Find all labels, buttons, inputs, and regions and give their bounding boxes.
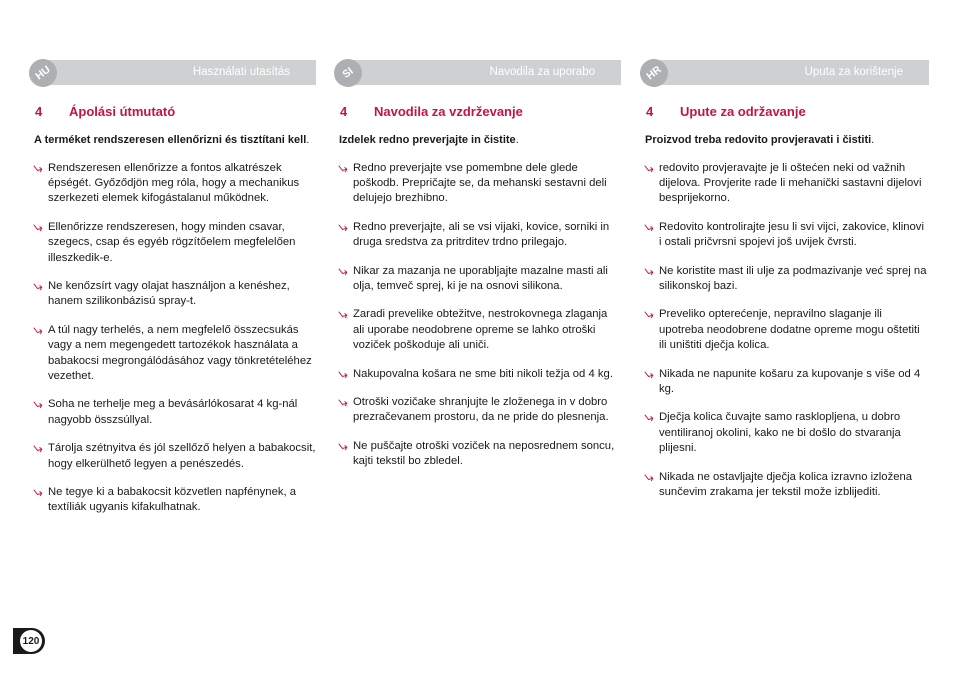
section-number: 4 [646, 104, 654, 119]
list-item [334, 264, 621, 295]
section-title-text: Upute za održavanje [680, 104, 806, 119]
list-item-text: Nakupovalna košara ne sme biti nikoli težja od 4 kg. [353, 367, 613, 380]
list-item-text: Zaradi prevelike obtežitve, nestrokovnega zlaganja ali uporabe neodobrene opreme se lahko otroški voziček poškoduje ali uniči. [353, 308, 608, 352]
list-item-text: Rendszeresen ellenőrizze a fontos alkatrészek épségét. Győződjön meg róla, hogy a mechanikus szerkezeti elemek kifogástalanul működnek. [48, 161, 300, 205]
lead-text [29, 133, 316, 149]
list-item [334, 161, 621, 207]
list-item [29, 397, 316, 428]
section-number: 4 [340, 104, 348, 119]
list-item-text: Redno preverjajte vse pomembne dele glede poškodb. Prepričajte se, da mehanski sestavni deli delujejo brezhibno. [353, 161, 607, 205]
list-item-text: redovito provjeravajte je li oštećen neki od važnih dijelova. Provjerite rade li mehanički sastavni dijelovi besprijekorno. [659, 161, 922, 205]
lead-period: . [306, 134, 310, 146]
list-item [29, 220, 316, 266]
page-number-badge [13, 628, 45, 654]
section-number: 4 [35, 104, 43, 119]
header-title: Uputa za korištenje [804, 66, 903, 78]
list-item-text: Ne puščajte otroški voziček na neposrednem soncu, kajti tekstil bo zbledel. [353, 439, 615, 468]
list-item-text: Redno preverjajte, ali se vsi vijaki, kovice, sorniki in druga sredstva za pritrditev trdno prilegajo. [353, 220, 610, 249]
list-item-text: Ellenőrizze rendszeresen, hogy minden csavar, szegecs, csap és egyéb rögzítőelem megfelelően illeszkedik-e. [48, 220, 296, 264]
arrow-bullet-icon [644, 165, 654, 174]
instruction-list [640, 161, 929, 501]
arrow-bullet-icon [33, 445, 43, 454]
lead-text [640, 133, 929, 149]
section-title-text: Ápolási útmutató [69, 104, 176, 119]
list-item [334, 439, 621, 470]
list-item-text: Nikar za mazanja ne uporabljajte mazalne masti ali olja, temveč sprej, ki je na osnovi silikona. [353, 264, 608, 292]
arrow-bullet-icon [644, 414, 654, 423]
list-item [640, 367, 929, 398]
list-item-text: Ne kenőzsírt vagy olajat használjon a kenéshez, hanem szilikonbázisú spray-t. [48, 279, 290, 308]
arrow-bullet-icon [644, 268, 654, 277]
arrow-bullet-icon [338, 399, 348, 408]
arrow-bullet-icon [338, 311, 348, 320]
arrow-bullet-icon [338, 268, 348, 277]
arrow-bullet-icon [338, 371, 348, 380]
section-title [640, 104, 929, 122]
list-item-text: Ne tegye ki a babakocsit közvetlen napfénynek, a textíliák ugyanis kifakulhatnak. [48, 486, 297, 514]
header-title: Navodila za uporabo [489, 66, 595, 78]
arrow-bullet-icon [33, 489, 43, 498]
lead-period: . [871, 134, 875, 146]
list-item [334, 367, 621, 382]
lead-text [334, 133, 621, 149]
lead-period: . [515, 134, 519, 146]
instruction-list [334, 161, 621, 470]
list-item [640, 264, 929, 295]
list-item-text: Preveliko opterećenje, nepravilno slaganje ili upotreba neodobrene dodatne opreme mogu oštetiti ili uništiti dječja kolica. [659, 308, 920, 352]
list-item-text: A túl nagy terhelés, a nem megfelelő összecsukás vagy a nem megengedett tartozékok használata a babakocsi megrongálódásához vagy tönkretételéhez vezethet. [48, 323, 312, 382]
list-item [640, 307, 929, 353]
list-item [29, 441, 316, 472]
list-item-text: Ne koristite mast ili ulje za podmazivanje već sprej na silikonskoj bazi. [659, 264, 927, 292]
list-item-text: Tárolja szétnyitva és jól szellőző helyen a babakocsit, hogy elkerülhető legyen a penészedés. [48, 442, 316, 470]
arrow-bullet-icon [644, 474, 654, 483]
list-item [640, 220, 929, 251]
list-item-text: Soha ne terhelje meg a bevásárlókosarat 4 kg-nál nagyobb összsúllyal. [48, 398, 298, 426]
column-hr [640, 59, 929, 500]
arrow-bullet-icon [644, 224, 654, 233]
header-title: Használati utasítás [192, 66, 290, 78]
list-item [640, 161, 929, 207]
language-badge: HU [23, 53, 62, 92]
column-header [640, 59, 929, 85]
section-title-text: Navodila za vzdrževanje [374, 104, 523, 119]
arrow-bullet-icon [33, 165, 43, 174]
list-item [29, 161, 316, 207]
lead-bold: Izdelek redno preverjajte in čistite [339, 134, 516, 146]
column-header [334, 59, 621, 85]
arrow-bullet-icon [644, 311, 654, 320]
lead-bold: A terméket rendszeresen ellenőrizni és tisztítani kell [34, 134, 307, 146]
arrow-bullet-icon [33, 401, 43, 410]
list-item-text: Nikada ne ostavljajte dječja kolica izravno izložena sunčevim zrakama jer tekstil može izblijediti. [659, 470, 913, 498]
page-number: 120 [20, 630, 42, 652]
column-si [334, 59, 621, 470]
section-title [334, 104, 621, 122]
list-item [29, 485, 316, 516]
arrow-bullet-icon [33, 224, 43, 233]
arrow-bullet-icon [338, 224, 348, 233]
arrow-bullet-icon [33, 283, 43, 292]
list-item [29, 279, 316, 310]
list-item [334, 220, 621, 251]
arrow-bullet-icon [338, 443, 348, 452]
list-item-text: Otroški vozičake shranjujte le zloženega in v dobro prezračevanem prostoru, da ne pride do plesnenja. [353, 395, 609, 424]
lead-bold: Proizvod treba redovito provjeravati i čistiti [645, 134, 872, 146]
list-item [334, 395, 621, 426]
list-item [29, 323, 316, 385]
list-item [334, 307, 621, 353]
language-badge: SI [328, 53, 367, 92]
column-header [29, 59, 316, 85]
instruction-list [29, 161, 316, 516]
language-badge: HR [634, 53, 673, 92]
arrow-bullet-icon [338, 165, 348, 174]
list-item-text: Dječja kolica čuvajte samo rasklopljena, u dobro ventiliranoj okolini, kako ne bi došlo do stvaranja plijesni. [659, 411, 901, 455]
list-item-text: Nikada ne napunite košaru za kupovanje s više od 4 kg. [659, 367, 921, 395]
list-item [640, 470, 929, 501]
list-item-text: Redovito kontrolirajte jesu li svi vijci, zakovice, klinovi i ostali pričvrsni spojevi još uvijek čvrsti. [659, 220, 924, 249]
arrow-bullet-icon [644, 371, 654, 380]
list-item [640, 410, 929, 456]
column-hu [29, 59, 316, 516]
arrow-bullet-icon [33, 327, 43, 336]
section-title [29, 104, 316, 122]
